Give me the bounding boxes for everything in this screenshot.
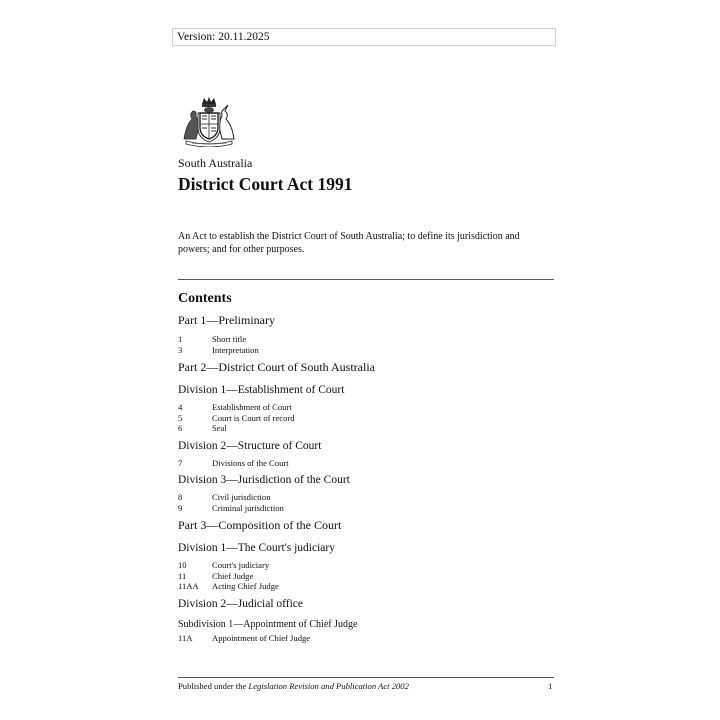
toc-section-11aa[interactable] [178,581,554,592]
footer-act-name: Legislation Revision and Publication Act 2002 [248,681,409,691]
section-title: Appointment of Chief Judge [212,632,311,643]
royal-coat-of-arms-icon [180,95,238,147]
toc-section-11[interactable] [178,571,554,582]
toc-part-2[interactable]: Part 2—District Court of South Australia [178,360,375,374]
toc-section-10[interactable] [178,560,554,571]
section-title: Short title [212,334,247,344]
toc-part-2-division-2[interactable]: Division 2—Structure of Court [178,439,322,452]
footer-divider-line [178,677,554,678]
toc-section-4[interactable] [178,402,554,413]
toc-part-3-division-1[interactable]: Division 1—The Court's judiciary [178,542,335,554]
section-number: 11 [178,570,187,581]
contents-heading: Contents [178,291,232,306]
section-number: 11A [178,632,193,643]
long-title: An Act to establish the District Court of South Australia; to define its jurisdiction and powers; and for other purposes. [178,231,520,255]
toc-part-3[interactable]: Part 3—Composition of the Court [178,518,342,532]
toc-section-5[interactable] [178,413,554,424]
toc-section-9[interactable] [178,503,554,514]
toc-part-2-division-3[interactable]: Division 3—Jurisdiction of the Court [178,474,350,486]
toc-section-11a[interactable] [178,633,554,644]
divider-line [178,279,554,280]
section-number: 9 [178,502,183,513]
toc-section-8[interactable] [178,492,554,503]
section-title: Criminal jurisdiction [212,502,284,513]
section-title: Divisions of the Court [212,457,289,468]
footer-prefix: Published under the [178,681,249,691]
toc-section-7[interactable] [178,458,554,469]
section-title: Civil jurisdiction [212,492,271,502]
section-number: 4 [178,402,183,412]
table-of-contents [178,311,554,643]
toc-section-6[interactable] [178,423,554,434]
section-title: Establishment of Court [212,402,292,412]
toc-subdivision-1[interactable]: Subdivision 1—Appointment of Chief Judge [178,618,358,630]
toc-part-3-division-2[interactable]: Division 2—Judicial office [178,597,303,610]
toc-part-1[interactable]: Part 1—Preliminary [178,313,275,327]
section-number: 6 [178,423,183,433]
section-title: Court's judiciary [212,560,270,570]
section-title: Chief Judge [212,570,254,581]
act-title: District Court Act 1991 [178,174,353,194]
section-title: Interpretation [212,344,259,355]
section-number: 3 [178,344,183,355]
section-number: 1 [178,334,183,344]
section-title: Seal [212,423,227,433]
section-number: 5 [178,412,183,423]
section-number: 7 [178,457,183,468]
version-label: Version: 20.11.2025 [172,28,556,46]
page-number: 1 [548,681,553,691]
section-title: Acting Chief Judge [212,581,279,591]
section-number: 10 [178,560,187,570]
toc-section-1[interactable] [178,334,554,345]
section-number: 8 [178,492,183,502]
jurisdiction-label: South Australia [178,156,253,170]
section-title: Court is Court of record [212,412,295,423]
section-number: 11AA [178,581,199,591]
toc-part-2-division-1[interactable]: Division 1—Establishment of Court [178,384,345,396]
publication-footer [178,681,409,691]
toc-section-3[interactable] [178,345,554,356]
